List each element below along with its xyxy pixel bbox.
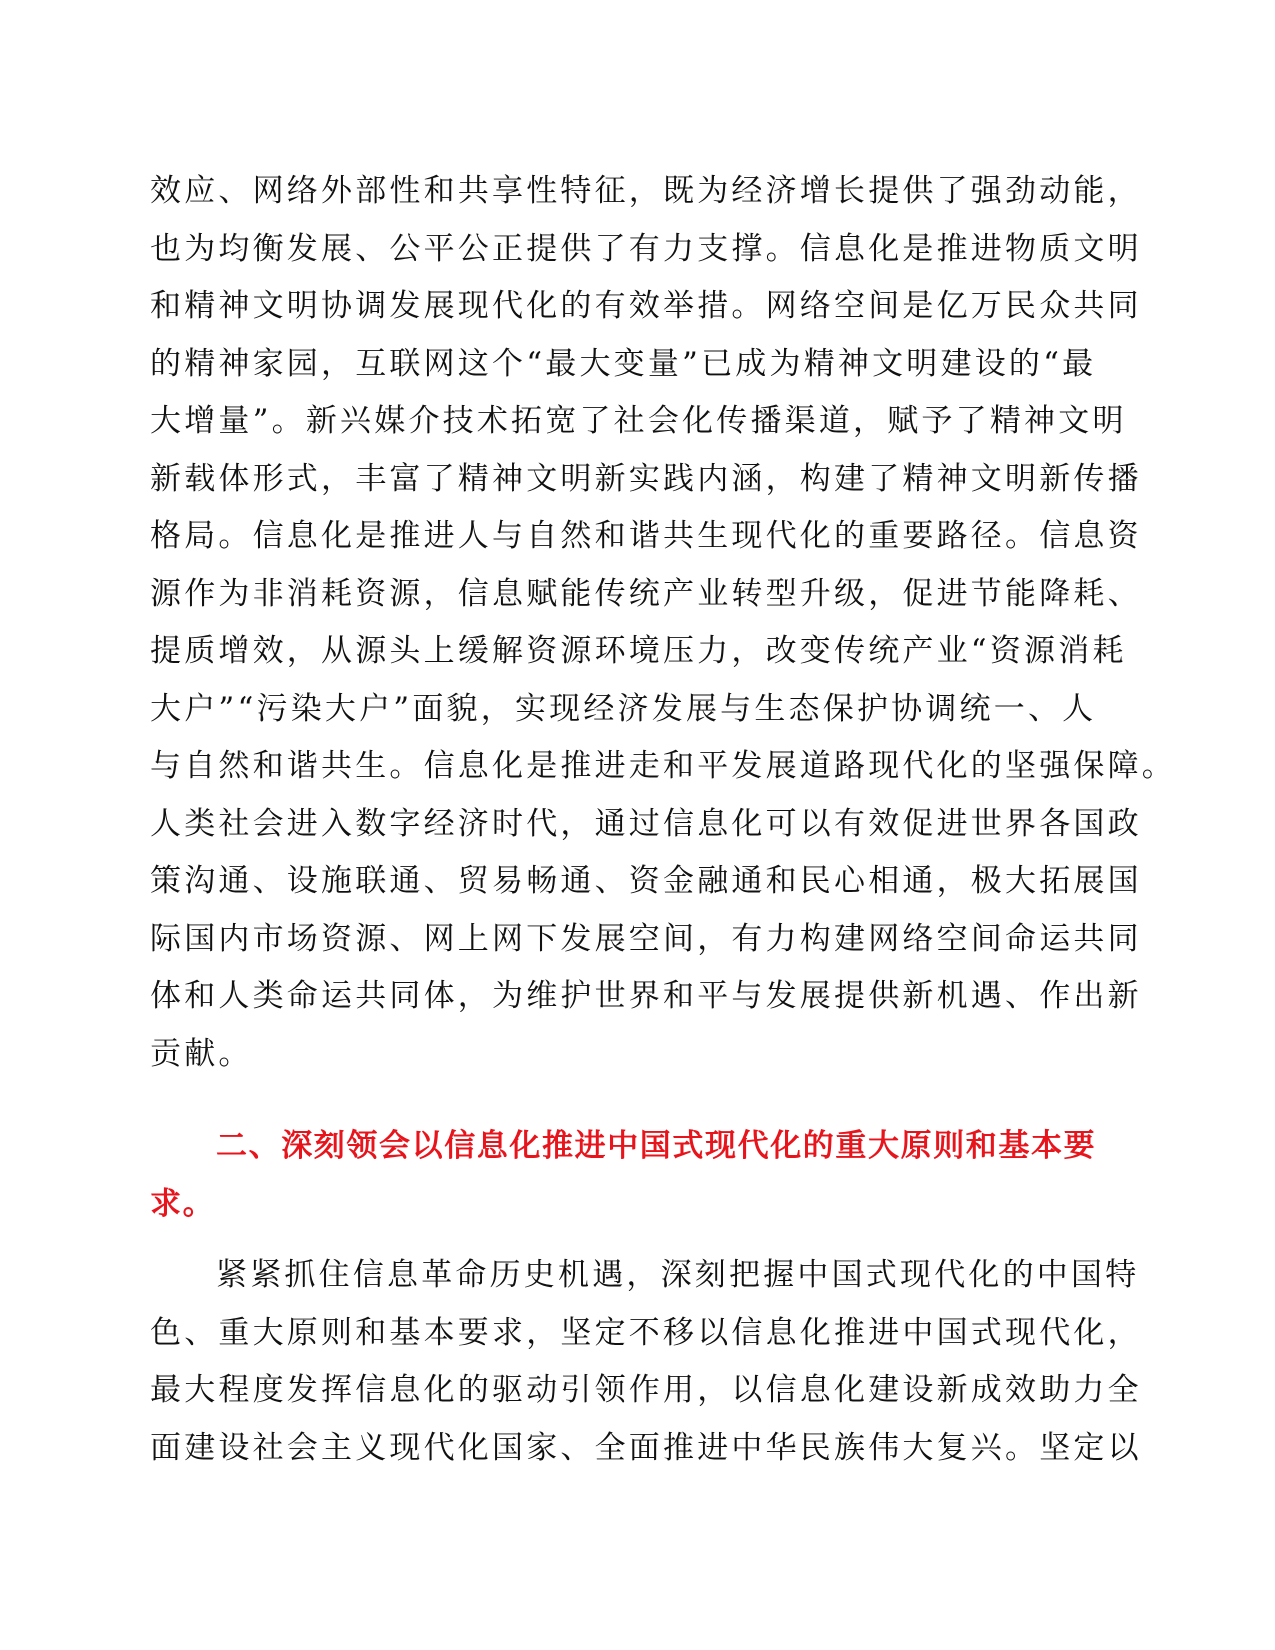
section-heading — [150, 1117, 1130, 1233]
paragraph-line: 也为均衡发展、公平公正提供了有力支撑。信息化是推进物质文明 — [150, 230, 1142, 267]
paragraph-line: 格局。信息化是推进人与自然和谐共生现代化的重要路径。信息资 — [150, 518, 1142, 554]
paragraph-line: 新载体形式，丰富了精神文明新实践内涵，构建了精神文明新传播 — [150, 460, 1142, 497]
body-paragraph — [150, 163, 1176, 1083]
heading-line: 求。 — [150, 1186, 216, 1222]
paragraph-line: 的精神家园，互联网这个“最大变量”已成为精神文明建设的“最 — [150, 345, 1097, 382]
paragraph-line: 大户”“污染大户”面貌，实现经济发展与生态保护协调统一、人 — [150, 690, 1097, 727]
paragraph-line: 与自然和谐共生。信息化是推进走和平发展道路现代化的坚强保障。 — [150, 748, 1176, 784]
paragraph-line: 紧紧抓住信息革命历史机遇，深刻把握中国式现代化的中国特 — [216, 1257, 1140, 1293]
paragraph-line: 体和人类命运共同体，为维护世界和平与发展提供新机遇、作出新 — [150, 978, 1142, 1014]
paragraph-line: 贡献。 — [150, 1035, 253, 1072]
paragraph-line: 面建设社会主义现代化国家、全面推进中华民族伟大复兴。坚定以 — [150, 1429, 1142, 1466]
paragraph-line: 人类社会进入数字经济时代，通过信息化可以有效促进世界各国政 — [150, 805, 1142, 842]
paragraph-line: 最大程度发挥信息化的驱动引领作用，以信息化建设新成效助力全 — [150, 1372, 1142, 1408]
paragraph-line: 策沟通、设施联通、贸易畅通、资金融通和民心相通，极大拓展国 — [150, 863, 1142, 899]
paragraph-line: 效应、网络外部性和共享性特征，既为经济增长提供了强劲动能， — [150, 173, 1142, 209]
paragraph-line: 大增量”。新兴媒介技术拓宽了社会化传播渠道，赋予了精神文明 — [150, 403, 1127, 439]
heading-line: 二、深刻领会以信息化推进中国式现代化的重大原则和基本要 — [216, 1128, 1097, 1164]
paragraph-line: 提质增效，从源头上缓解资源环境压力，改变传统产业“资源消耗 — [150, 633, 1127, 669]
body-paragraph — [150, 1247, 1142, 1477]
paragraph-line: 源作为非消耗资源，信息赋能传统产业转型升级，促进节能降耗、 — [150, 575, 1142, 612]
paragraph-line: 和精神文明协调发展现代化的有效举措。网络空间是亿万民众共同 — [150, 288, 1142, 324]
paragraph-line: 际国内市场资源、网上网下发展空间，有力构建网络空间命运共同 — [150, 920, 1142, 957]
paragraph-line: 色、重大原则和基本要求，坚定不移以信息化推进中国式现代化， — [150, 1314, 1142, 1351]
